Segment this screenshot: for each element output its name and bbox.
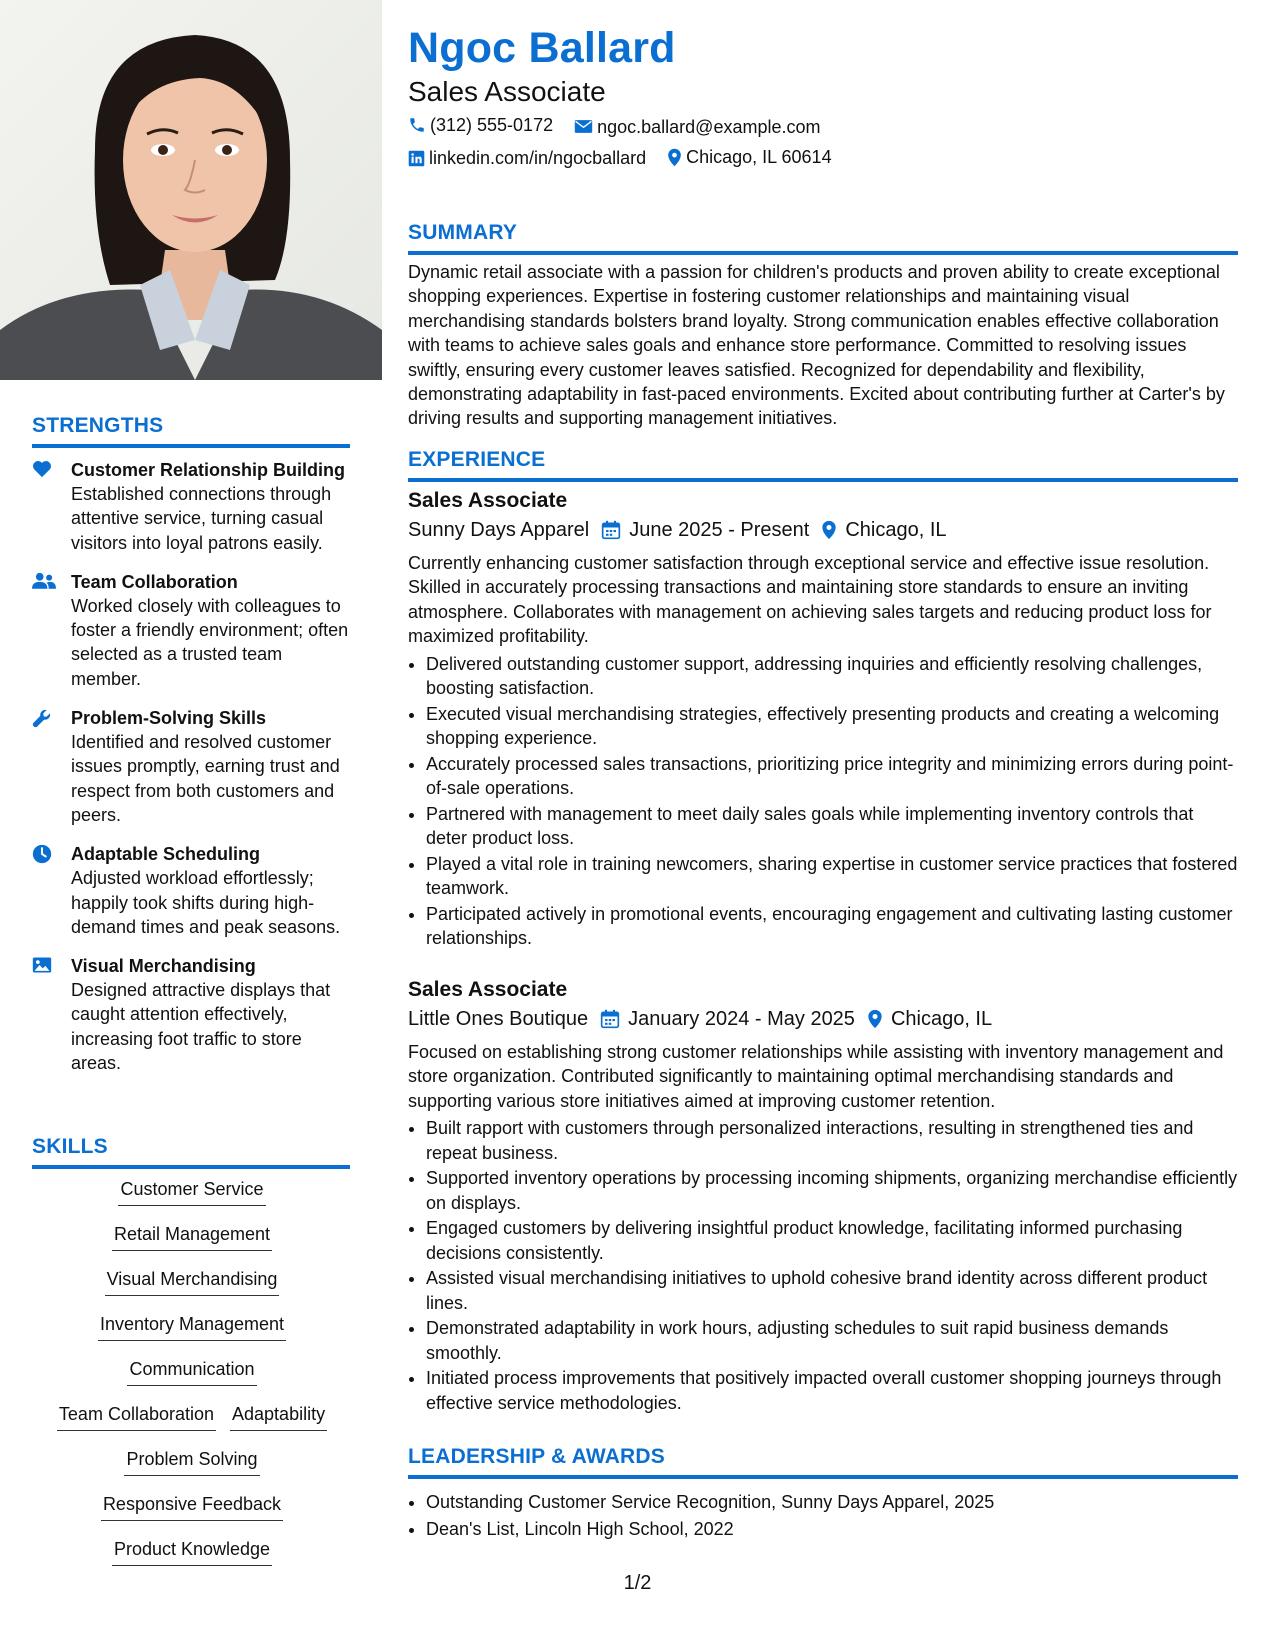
strengths-heading: STRENGTHS — [32, 414, 350, 448]
strength-description: Adjusted workload effortlessly; happily took shifts during high-demand times and peak seasons. — [71, 868, 341, 937]
skill-tag: Responsive Feedback — [101, 1492, 283, 1521]
skill-row — [32, 1267, 352, 1299]
strength-title: Team Collaboration — [71, 571, 238, 592]
job-company: Little Ones Boutique — [408, 1008, 589, 1030]
strength-item — [32, 570, 352, 691]
skill-row — [32, 1357, 352, 1389]
job-description: Focused on establishing strong customer relationships while assisting with inventory management and store organization. Contributed significantly to maintaining optimal merchandising standards and supporting various store initiatives aimed at improving customer retention. — [408, 1042, 1224, 1111]
job-bullet: • Engaged customers by delivering insightful product knowledge, facilitating informed purchasing decisions consistently. — [426, 1216, 1238, 1265]
award-bullets — [408, 1490, 1238, 1542]
linkedin-icon — [408, 150, 425, 167]
award-item: • Outstanding Customer Service Recognition, Sunny Days Apparel, 2025 — [426, 1490, 1238, 1514]
candidate-name: Ngoc Ballard — [408, 24, 676, 72]
job-description: Currently enhancing customer satisfaction through exceptional service and effective issue resolution. Skilled in accurately processing transactions and maintaining store standards to ensure an inviting atmosphere. Collaborates with management on achieving sales targets and reducing product loss for maximized profitability. — [408, 553, 1212, 647]
job-entry — [408, 487, 1238, 952]
job-location: Chicago, IL — [890, 1008, 993, 1030]
left-column — [0, 0, 382, 1650]
wrench-icon — [32, 708, 54, 728]
job-company: Sunny Days Apparel — [408, 519, 590, 541]
job-title: Sales Associate — [408, 489, 568, 512]
skill-tag: Customer Service — [118, 1177, 265, 1206]
skill-row — [32, 1492, 352, 1524]
skill-tag: Team Collaboration — [57, 1402, 216, 1431]
job-bullets — [408, 652, 1238, 951]
contact-linkedin[interactable] — [408, 146, 646, 170]
awards-heading: LEADERSHIP & AWARDS — [408, 1445, 1238, 1479]
job-bullet: • Assisted visual merchandising initiatives to uphold cohesive brand identity across different product lines. — [426, 1266, 1238, 1315]
skill-row — [32, 1447, 352, 1479]
strength-title: Problem-Solving Skills — [71, 708, 267, 729]
job-entry — [408, 976, 1238, 1416]
strength-description: Established connections through attentive service, turning casual visitors into loyal patrons easily. — [71, 484, 332, 553]
job-bullet: • Demonstrated adaptability in work hours, adjusting schedules to suit rapid business demands smoothly. — [426, 1316, 1238, 1365]
job-bullet: • Participated actively in promotional events, encouraging engagement and cultivating lasting customer relationships. — [426, 902, 1238, 951]
award-item: • Dean's List, Lincoln High School, 2022 — [426, 1517, 1238, 1541]
envelope-icon — [574, 119, 593, 134]
strength-description: Identified and resolved customer issues promptly, earning trust and respect from both customers and peers. — [71, 732, 340, 825]
strength-description: Designed attractive displays that caught attention effectively, increasing foot traffic to store areas. — [71, 980, 331, 1074]
job-bullet: • Supported inventory operations by processing incoming shipments, organizing merchandise efficiently on displays. — [426, 1166, 1238, 1215]
calendar-icon — [600, 1009, 620, 1029]
contact-line-1 — [408, 113, 837, 140]
contact-email[interactable] — [574, 115, 820, 139]
strengths-list — [32, 458, 352, 1090]
skill-tag: Inventory Management — [98, 1312, 286, 1341]
job-title: Sales Associate — [408, 978, 568, 1001]
contact-location — [667, 145, 831, 169]
skill-tag: Visual Merchandising — [105, 1267, 280, 1296]
job-meta — [408, 1004, 1238, 1034]
job-bullet: • Delivered outstanding customer support, addressing inquiries and efficiently resolving challenges, boosting satisfaction. — [426, 652, 1238, 701]
strength-title: Customer Relationship Building — [71, 460, 346, 480]
skill-row — [32, 1537, 352, 1569]
strength-item — [32, 458, 352, 555]
image-icon — [32, 956, 54, 976]
job-bullet: • Accurately processed sales transactions, prioritizing price integrity and minimizing errors during point-of-sale operations. — [426, 752, 1238, 801]
email-text: ngoc.ballard@example.com — [597, 116, 821, 137]
linkedin-text: linkedin.com/in/ngocballard — [429, 148, 647, 168]
skill-tag: Problem Solving — [124, 1447, 259, 1476]
strength-title: Adaptable Scheduling — [71, 844, 261, 865]
clock-icon — [32, 844, 54, 864]
map-pin-icon — [667, 148, 682, 167]
job-bullets — [408, 1116, 1238, 1415]
map-pin-icon — [867, 1009, 883, 1029]
page-number: 1/2 — [623, 1572, 652, 1594]
strength-description: Worked closely with colleagues to foster a friendly environment; often selected as a trusted team member. — [71, 595, 349, 689]
heart-icon — [32, 460, 54, 480]
summary-text: Dynamic retail associate with a passion for children's products and proven ability to create exceptional shopping experiences. Expertise in fostering customer relationships and maintaining visual merchandising standards bolsters brand loyalty. Strong communication enables effective collaboration with teams to achieve sales goals and enhance store performance. Committed to resolving issues swiftly, ensuring every customer leaves satisfied. Recognized for dependability and flexibility, demonstrating adaptability in fast-paced environments. Excited about contributing further at Carter's by driving results and supporting management initiatives. — [408, 262, 1225, 429]
strength-item — [32, 954, 352, 1075]
location-text: Chicago, IL 60614 — [686, 147, 832, 167]
contact-line-2 — [408, 145, 848, 173]
skills-heading: SKILLS — [32, 1135, 350, 1169]
summary-heading: SUMMARY — [408, 221, 1238, 255]
skill-row — [32, 1222, 352, 1254]
contact-phone[interactable] — [408, 113, 553, 137]
map-pin-icon — [821, 520, 837, 540]
strength-title: Visual Merchandising — [71, 956, 256, 977]
awards-list — [408, 1487, 1238, 1545]
job-bullet: • Played a vital role in training newcomers, sharing expertise in customer service practices that fostered teamwork. — [426, 852, 1238, 901]
job-bullet: • Built rapport with customers through personalized interactions, resulting in strengthened ties and repeat business. — [426, 1116, 1238, 1165]
job-dates: January 2024 - May 2025 — [628, 1008, 855, 1030]
users-icon — [32, 572, 54, 592]
skill-tag: Communication — [127, 1357, 256, 1386]
skill-tag: Adaptability — [230, 1402, 327, 1431]
skill-tag: Retail Management — [112, 1222, 272, 1251]
job-location: Chicago, IL — [845, 519, 947, 541]
job-meta — [408, 515, 1238, 545]
job-bullet: • Executed visual merchandising strategies, effectively presenting products and creating a welcoming shopping experience. — [426, 702, 1238, 751]
skill-tag: Product Knowledge — [112, 1537, 272, 1566]
job-bullet: • Partnered with management to meet daily sales goals while implementing inventory controls that deter product loss. — [426, 802, 1238, 851]
job-bullet: • Initiated process improvements that positively impacted overall customer shopping journeys through effective service methodologies. — [426, 1366, 1238, 1415]
strength-item — [32, 842, 352, 939]
experience-heading: EXPERIENCE — [408, 448, 1238, 482]
phone-text: (312) 555-0172 — [430, 115, 554, 135]
calendar-icon — [601, 520, 621, 540]
skill-row — [32, 1177, 352, 1209]
job-dates: June 2025 - Present — [629, 519, 810, 541]
skill-row — [32, 1402, 352, 1434]
strength-item — [32, 706, 352, 827]
candidate-role: Sales Associate — [408, 76, 606, 107]
skill-row — [32, 1312, 352, 1344]
skills-list — [32, 1177, 352, 1582]
phone-icon — [408, 116, 426, 134]
profile-photo — [0, 0, 382, 380]
